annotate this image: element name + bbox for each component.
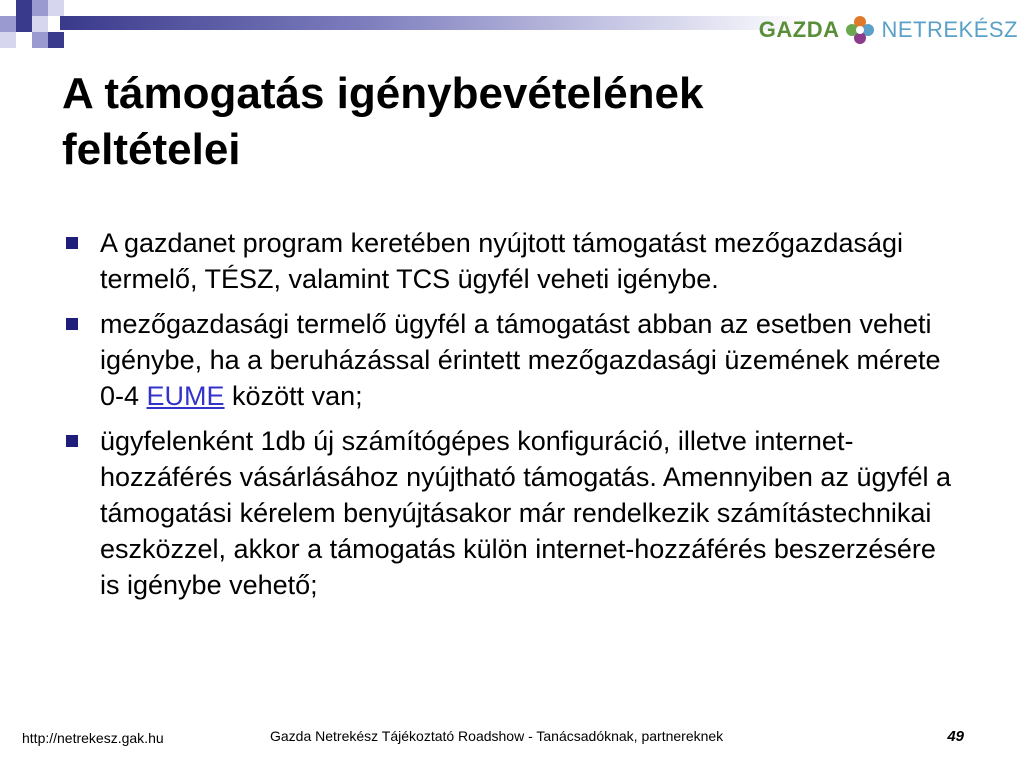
footer-url: http://netrekesz.gak.hu (22, 730, 164, 746)
deco-square (16, 0, 32, 16)
logo-netrekesz-text: NETREKÉSZ (881, 17, 1018, 42)
deco-square (16, 16, 32, 32)
bullet-item (62, 423, 962, 603)
logo (759, 10, 1018, 50)
eume-link[interactable]: EUME (146, 381, 225, 411)
bullet-item (62, 306, 962, 414)
deco-square (32, 32, 48, 48)
deco-square (0, 16, 16, 32)
deco-square (48, 32, 64, 48)
title-line-2: feltételei (62, 125, 241, 174)
deco-square (0, 32, 16, 48)
title-line-1: A támogatás igénybevételének (62, 69, 704, 118)
bullet-text: ügyfelenként 1db új számítógépes konfiguráció, illetve internet-hozzáférés vásárlásához nyújtható támogatás. Amennyiben az ügyfél a támogatási kérelem benyújtásakor már rendelkezik számítástechnikai eszközzel, akkor a támogatás külön internet-hozzáférés beszerzésére is igénybe vehető; (100, 426, 952, 600)
page-number: 49 (947, 728, 964, 745)
footer-caption: Gazda Netrekész Tájékoztató Roadshow - Tanácsadóknak, partnereknek (270, 728, 724, 744)
logo-gazda-text: GAZDA (758, 17, 840, 42)
deco-square (48, 0, 64, 16)
bullet-text-after: között van; (224, 381, 363, 411)
bullet-item (62, 225, 962, 297)
slide-title (62, 66, 962, 178)
top-gradient-bar (60, 16, 810, 30)
bullet-square-icon (66, 318, 78, 330)
deco-square (32, 16, 48, 32)
bullet-list (62, 225, 962, 612)
deco-square (32, 0, 48, 16)
bullet-square-icon (66, 435, 78, 447)
logo-flower-icon (845, 15, 875, 45)
bullet-text-before: mezőgazdasági termelő ügyfél a támogatást abban az esetben veheti igénybe, ha a beruházással érintett mezőgazdasági üzemének mérete 0-4 (100, 309, 941, 411)
bullet-square-icon (66, 237, 78, 249)
bullet-text: A gazdanet program keretében nyújtott támogatást mezőgazdasági termelő, TÉSZ, valamint TCS ügyfél veheti igénybe. (100, 228, 903, 294)
decorative-squares (0, 0, 80, 60)
